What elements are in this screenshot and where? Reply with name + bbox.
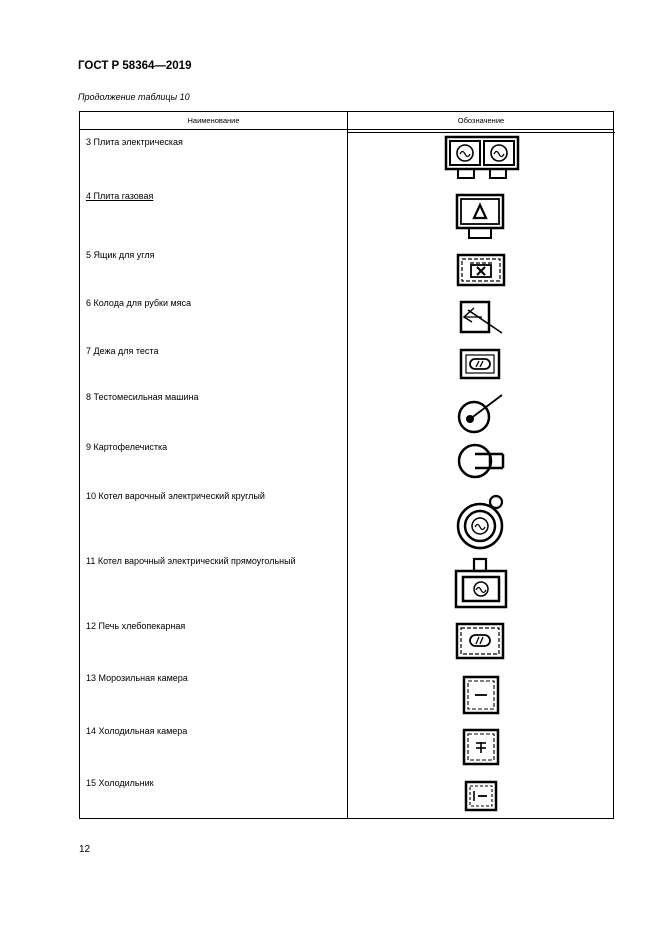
rectangular-electric-kettle-icon: [454, 557, 508, 609]
table-row-label: 3 Плита электрическая: [86, 137, 183, 147]
table-row-label: 5 Ящик для угля: [86, 250, 155, 260]
potato-peeler-icon: [457, 442, 505, 480]
bread-oven-icon: [455, 622, 505, 660]
column-header-name: Наименование: [187, 116, 240, 125]
refrigerator-icon: [464, 780, 498, 812]
round-electric-kettle-icon: [456, 490, 512, 554]
table-row-label: 10 Котел варочный электрический круглый: [86, 491, 265, 501]
table-row-label: 13 Морозильная камера: [86, 673, 188, 683]
column-divider: [347, 112, 348, 818]
table-row-label: 11 Котел варочный электрический прямоугольный: [86, 556, 296, 566]
dough-trough-icon: [459, 348, 501, 380]
table-caption: Продолжение таблицы 10: [78, 92, 190, 102]
table-row-label: 8 Тестомесильная машина: [86, 392, 199, 402]
column-header-symbol: Обозначение: [457, 116, 505, 125]
coal-box-icon: [456, 253, 506, 287]
page-number: 12: [79, 844, 91, 855]
cold-chamber-icon: [462, 728, 500, 766]
table-row-label: 4 Плита газовая: [86, 191, 154, 201]
document-code: ГОСТ Р 58364—2019: [78, 60, 192, 72]
electric-stove-icon: [444, 134, 520, 182]
dough-mixer-icon: [456, 391, 506, 436]
gas-stove-icon: [455, 193, 505, 241]
table-row-label: 14 Холодильная камера: [86, 726, 188, 736]
table-row-label: 6 Колода для рубки мяса: [86, 298, 192, 308]
header-double-line: [347, 132, 615, 133]
table-row-label: 9 Картофелечистка: [86, 442, 168, 452]
table-row-label: 7 Дежа для теста: [86, 346, 159, 356]
symbols-table: [79, 111, 614, 819]
meat-chopping-block-icon: [458, 300, 504, 336]
freezer-chamber-icon: [462, 675, 500, 715]
table-row-label: 15 Холодильник: [86, 778, 154, 788]
table-row-label: 12 Печь хлебопекарная: [86, 621, 186, 631]
